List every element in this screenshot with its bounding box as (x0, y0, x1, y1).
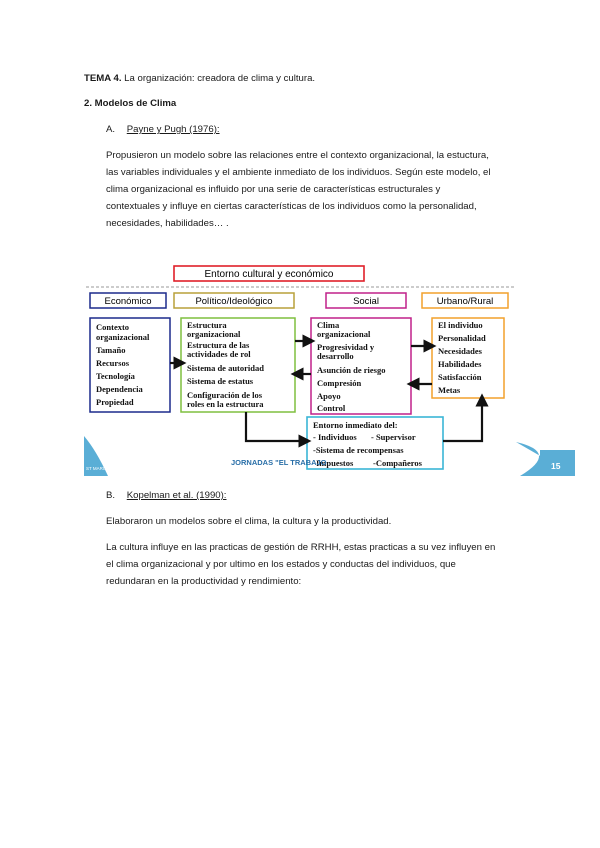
paragraph-a-line: contextuales y influye en ciertas características de los individuos como la personalidad, (106, 201, 477, 212)
top-title-text: Entorno cultural y económico (204, 269, 334, 280)
individuo-line: Satisfacción (438, 372, 482, 382)
estructura-line: actividades de rol (187, 349, 251, 359)
category-politico: Político/Ideológico (195, 296, 273, 307)
footer-text: JORNADAS "EL TRABAJO (231, 458, 327, 467)
footer-logo-text: ST MARIA (86, 466, 108, 471)
subsection-a-title: Payne y Pugh (1976): (126, 124, 220, 135)
paragraph-a-line: clima organizacional es influido por una serie de características estructurales y (106, 184, 441, 195)
individuo-line: Metas (438, 385, 461, 395)
entorno-line: Impuestos (316, 458, 354, 468)
clima-line: Asunción de riesgo (317, 365, 386, 375)
estructura-line: Configuración de los (187, 390, 263, 400)
clima-line: Control (317, 403, 346, 413)
section-title: 2. Modelos de Clima (84, 98, 177, 109)
category-economico: Económico (104, 296, 152, 307)
arrow-entorno-individuo (443, 400, 482, 441)
estructura-line: roles en la estructura (187, 399, 264, 409)
entorno-line: - Individuos (313, 432, 357, 442)
clima-line: Apoyo (317, 391, 341, 401)
heading-label: TEMA 4. (84, 73, 122, 84)
contexto-line: Propiedad (96, 397, 134, 407)
clima-line: Progresividad y (317, 342, 375, 352)
clima-line: Compresión (317, 378, 362, 388)
paragraph-b2-line: redundaran en la productividad y rendimiento: (106, 576, 302, 587)
individuo-line: Personalidad (438, 333, 486, 343)
contexto-line: organizacional (96, 332, 150, 342)
arrow-estructura-entorno (246, 412, 305, 441)
category-urbano: Urbano/Rural (436, 296, 494, 307)
contexto-line: Dependencia (96, 384, 143, 394)
subsection-b-title: Kopelman et al. (1990): (126, 490, 227, 501)
paragraph-a-line: Propusieron un modelo sobre las relaciones entre el contexto organizacional, la estuctura, (106, 150, 489, 161)
category-social: Social (353, 296, 379, 307)
paragraph-b1 (106, 513, 526, 530)
estructura-line: Sistema de estatus (187, 376, 254, 386)
heading-text: La organización: creadora de clima y cultura. (124, 73, 316, 84)
subsection-b-letter: B. (106, 490, 116, 501)
contexto-line: Tamaño (96, 345, 126, 355)
paragraph-a-line: necesidades, habilidades… . (106, 218, 229, 229)
individuo-line: Necesidades (438, 346, 482, 356)
entorno-line: - Supervisor (371, 432, 416, 442)
paragraph-b2-line: el clima organizacional y por ultimo en los estados y conductas del individuos, que (106, 559, 456, 570)
clima-line: Clima (317, 320, 340, 330)
estructura-line: organizacional (187, 329, 241, 339)
paragraph-b1-line: Elaboraron un modelos sobre el clima, la cultura y la productividad. (106, 516, 392, 527)
paragraph-b2-line: La cultura influye en las practicas de gestión de RRHH, estas practicas a su vez influyen en (106, 542, 496, 553)
clima-line: desarrollo (317, 351, 354, 361)
contexto-line: Tecnología (96, 371, 135, 381)
contexto-line: Recursos (96, 358, 130, 368)
estructura-line: Sistema de autoridad (187, 363, 264, 373)
entorno-line: -Compañeros (373, 458, 422, 468)
individuo-line: El individuo (438, 320, 483, 330)
slide-number: 15 (551, 461, 561, 471)
contexto-line: Contexto (96, 322, 130, 332)
subsection-a-letter: A. (106, 124, 116, 135)
estructura-line: Estructura (187, 320, 227, 330)
clima-line: organizacional (317, 329, 371, 339)
individuo-line: Habilidades (438, 359, 482, 369)
subsection-b-heading (106, 487, 226, 504)
estructura-line: Estructura de las (187, 340, 250, 350)
entorno-line: -Sistema de recompensas (313, 445, 404, 455)
paragraph-b2 (106, 539, 526, 590)
entorno-line: Entorno inmediato del: (313, 420, 398, 430)
paragraph-a-line: las variables individuales y el ambiente inmediato de los individuos. Según este modelo, el (106, 167, 491, 178)
